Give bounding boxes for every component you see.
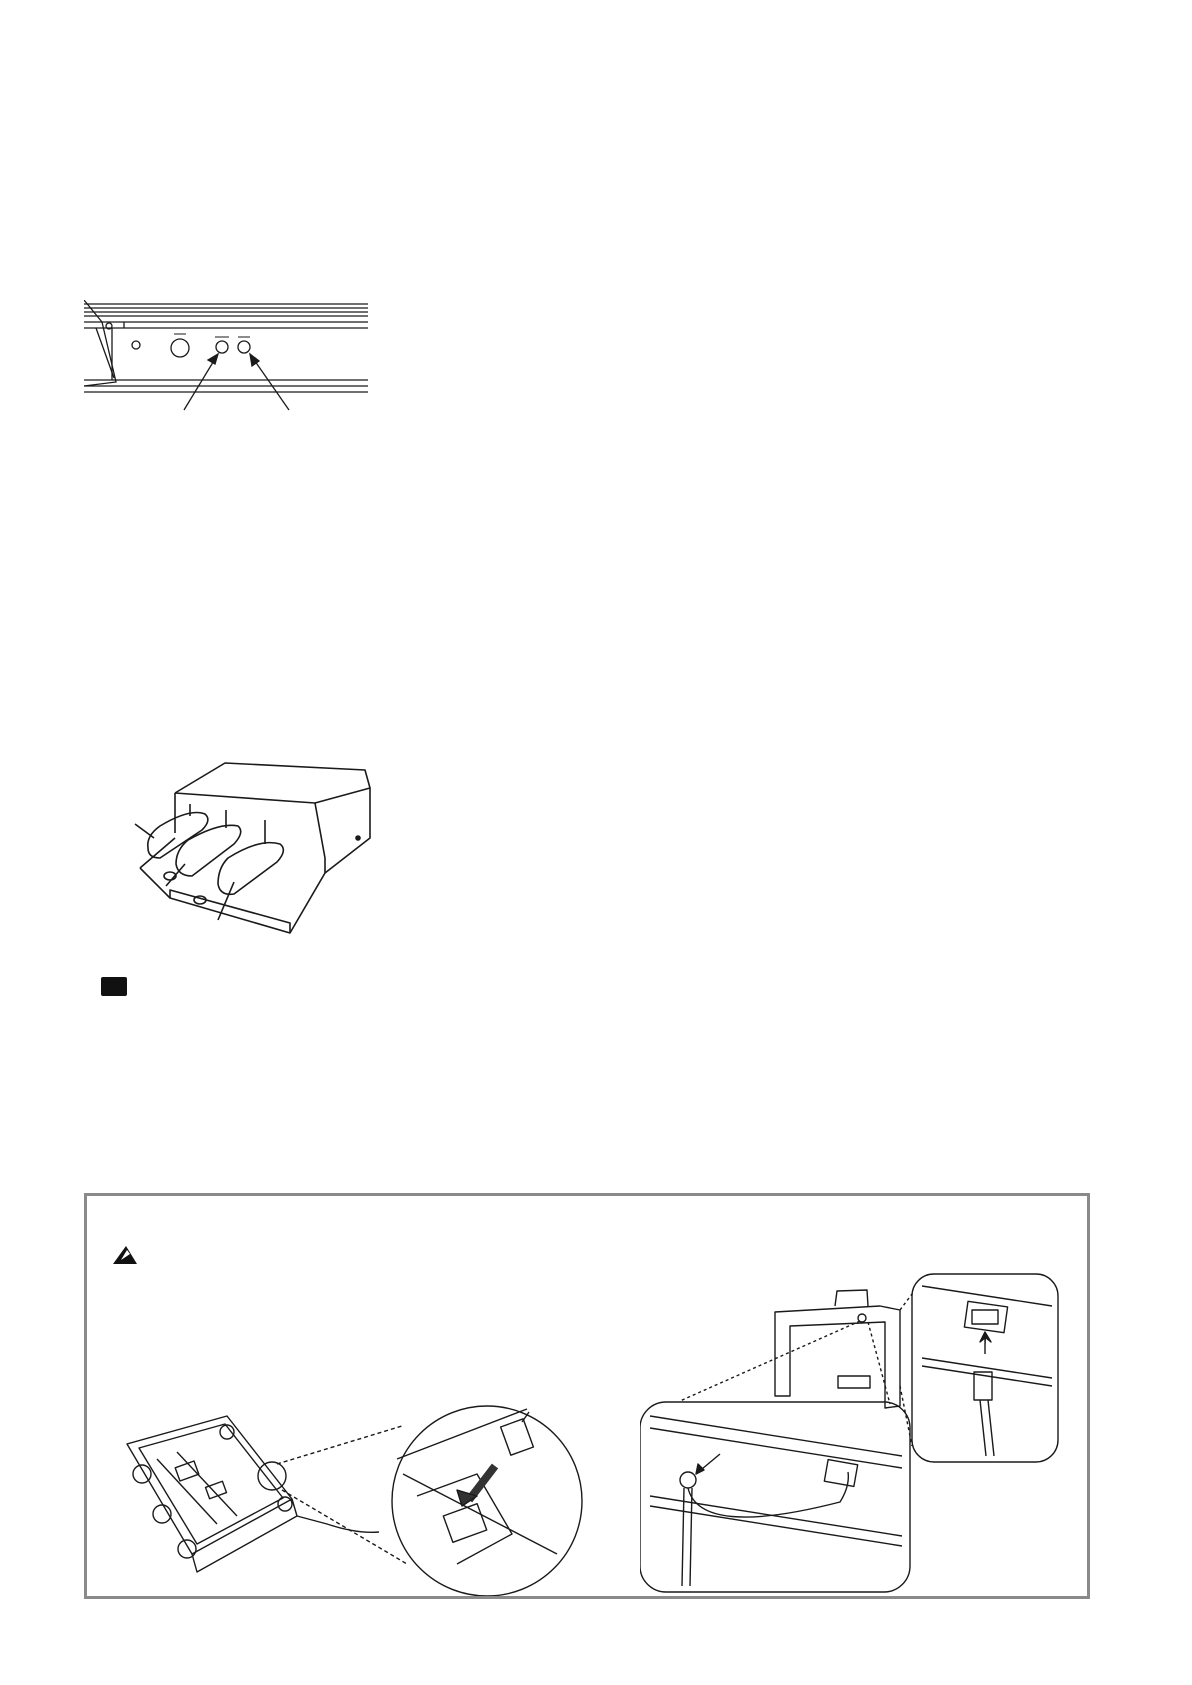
headphone-jack-icon bbox=[132, 341, 140, 349]
dotted-rule bbox=[84, 674, 1090, 688]
caution-icon bbox=[111, 1244, 139, 1266]
connector-jack-icon bbox=[238, 341, 250, 353]
pedal-right bbox=[218, 843, 283, 895]
dotted-rule bbox=[84, 66, 1090, 80]
pedal-left bbox=[148, 813, 208, 859]
note-badge bbox=[101, 977, 127, 996]
volume-knob-icon bbox=[171, 339, 189, 357]
pedal-underside-illustration bbox=[117, 1404, 607, 1596]
connector-jack-icon bbox=[216, 341, 228, 353]
caution-box bbox=[84, 1193, 1090, 1599]
section-divider-pedal bbox=[84, 674, 1090, 688]
pedal-center bbox=[176, 825, 241, 876]
piano-panel-illustration bbox=[84, 300, 368, 575]
stand-connection-illustration bbox=[640, 1266, 1090, 1596]
pedal-unit-illustration bbox=[130, 758, 380, 953]
section-divider-top bbox=[84, 66, 1090, 80]
